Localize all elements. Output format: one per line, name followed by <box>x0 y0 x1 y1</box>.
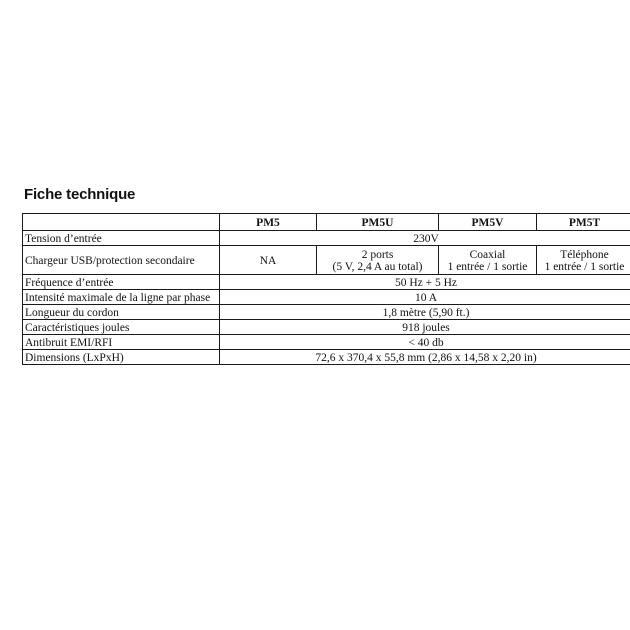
row-label-longueur: Longueur du cordon <box>23 305 220 320</box>
chargeur-pm5v-cell <box>439 246 537 275</box>
row-label-joules: Caractéristiques joules <box>23 320 220 335</box>
table-row <box>23 290 630 305</box>
row-label-chargeur: Chargeur USB/protection secondaire <box>23 246 220 275</box>
row-label-dimensions: Dimensions (LxPxH) <box>23 350 220 365</box>
table-row <box>23 275 630 290</box>
header-pm5t: PM5T <box>537 214 630 231</box>
table-row <box>23 320 630 335</box>
row-value-frequence: 50 Hz + 5 Hz <box>220 275 630 290</box>
chargeur-pm5t-cell <box>537 246 630 275</box>
row-value-antibruit: < 40 db <box>220 335 630 350</box>
row-label-antibruit: Antibruit EMI/RFI <box>23 335 220 350</box>
chargeur-pm5v-line2: 1 entrée / 1 sortie <box>447 260 528 273</box>
table-row <box>23 350 630 365</box>
chargeur-pm5t-line2: 1 entrée / 1 sortie <box>544 260 625 273</box>
header-empty <box>23 214 220 231</box>
row-label-tension: Tension d’entrée <box>23 231 220 246</box>
table-row <box>23 246 630 275</box>
row-value-intensite: 10 A <box>220 290 630 305</box>
section-title: Fiche technique <box>24 186 136 203</box>
cropped-text-remnant <box>24 377 174 383</box>
header-pm5u: PM5U <box>317 214 439 231</box>
table-row <box>23 335 630 350</box>
table-row <box>23 305 630 320</box>
row-label-intensite: Intensité maximale de la ligne par phase <box>23 290 220 305</box>
chargeur-pm5u-line1: 2 ports <box>361 248 394 261</box>
table-header-row <box>23 214 630 231</box>
row-value-longueur: 1,8 mètre (5,90 ft.) <box>220 305 630 320</box>
header-pm5v: PM5V <box>439 214 537 231</box>
chargeur-pm5u-cell <box>317 246 439 275</box>
row-value-tension: 230V <box>220 231 630 246</box>
table-row <box>23 231 630 246</box>
row-value-dimensions: 72,6 x 370,4 x 55,8 mm (2,86 x 14,58 x 2,20 in) <box>220 350 630 365</box>
row-label-frequence: Fréquence d’entrée <box>23 275 220 290</box>
chargeur-pm5v-line1: Coaxial <box>469 248 506 261</box>
chargeur-pm5-value: NA <box>220 246 317 275</box>
header-pm5: PM5 <box>220 214 317 231</box>
row-value-joules: 918 joules <box>220 320 630 335</box>
spec-table <box>22 213 630 365</box>
chargeur-pm5t-line1: Téléphone <box>560 248 609 261</box>
chargeur-pm5u-line2: (5 V, 2,4 A au total) <box>332 260 423 273</box>
